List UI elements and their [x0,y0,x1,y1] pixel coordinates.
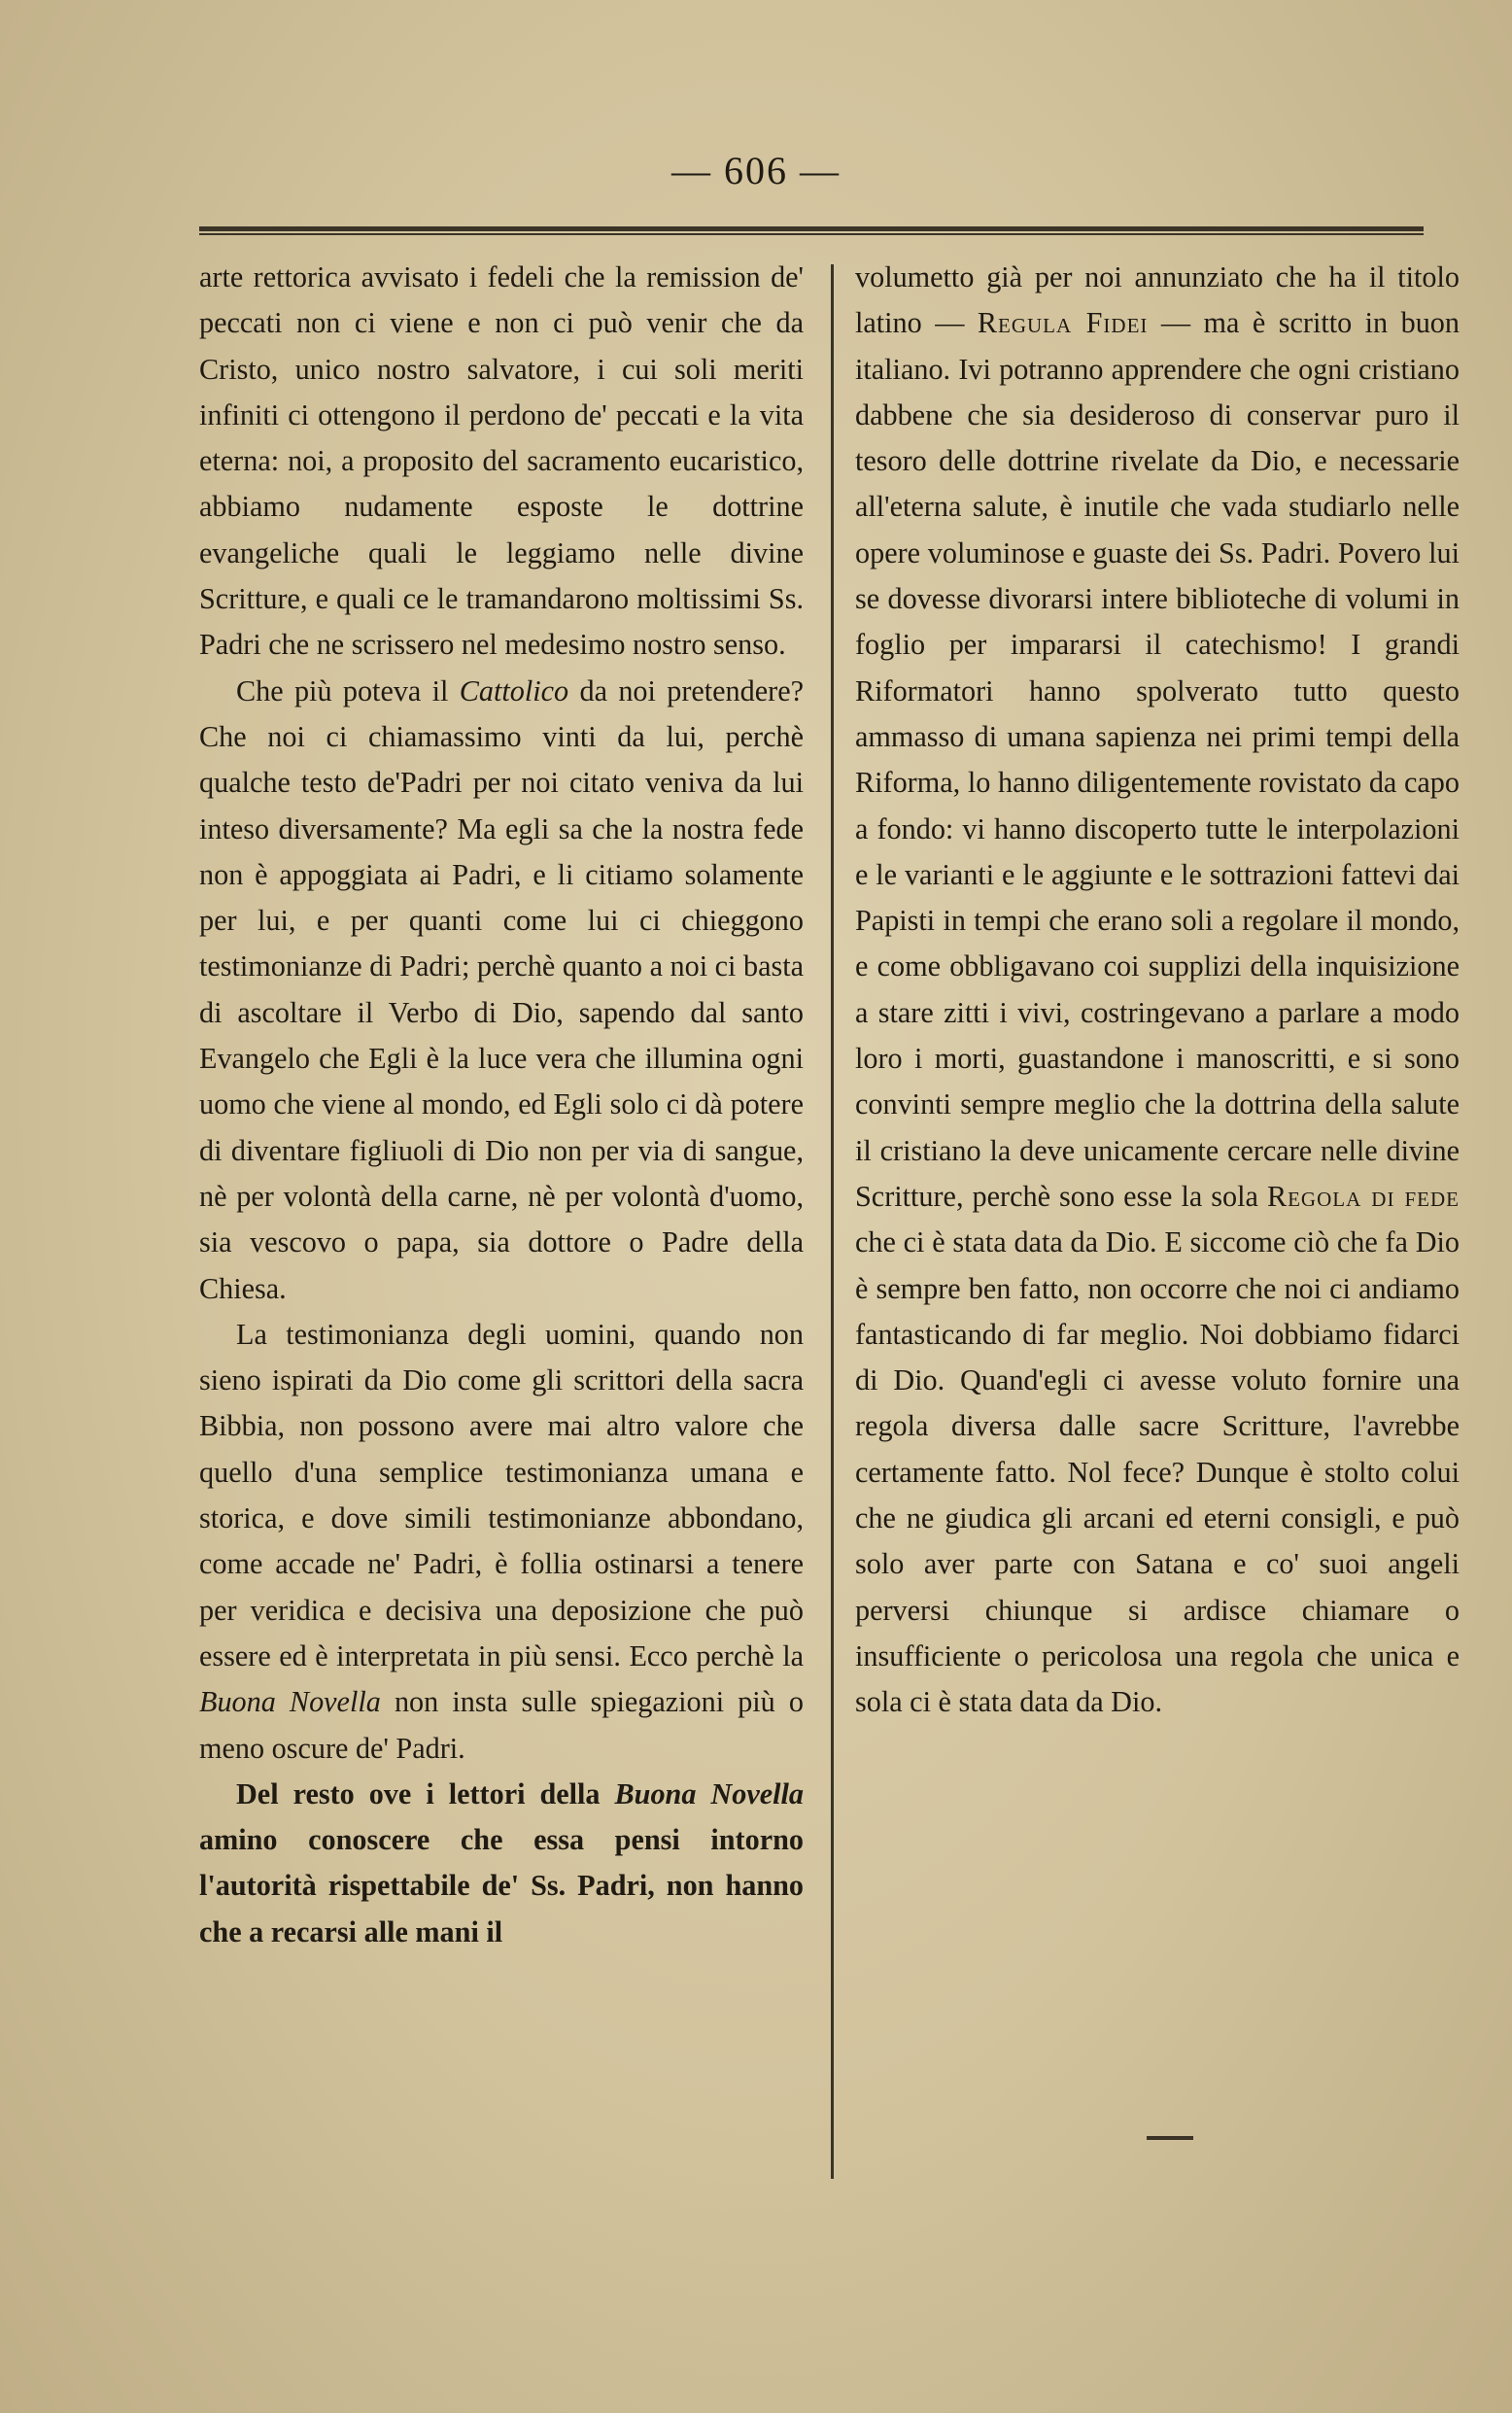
text-run: Che più poteva il [236,673,460,707]
text-run: non insta sulle spiegazioni più o meno oscure de' Padri. [199,1685,804,1765]
right-paragraph-1 [855,255,1460,1726]
small-caps-title: Regula Fidei [977,306,1149,340]
text-run: La testimonianza degli uomini, quando non sieno ispirati da Dio come gli scrittori della sacra Bibbia, non possono avere mai altro valore che quello d'una semplice testimonianza umana e storica, e dove simili testimonianze abbondano, come accade ne' Padri, è follia ostinarsi a tenere per veridica e decisiva una deposizione che può essere ed è interpretata in più sensi. Ecco perchè la [199,1317,804,1672]
text-run: da noi pretendere? Che noi ci chiamassimo vinti da lui, perchè qualche testo de'Padri per noi citato veniva da lui inteso diversamente? Ma egli sa che la nostra fede non è appoggiata ai Padri, e li citiamo solamente per lui, e per quanti come lui ci chieggono testimonianze di Padri; perchè quanto a noi ci basta di ascoltare il Verbo di Dio, sapendo dal santo Evangelo che Egli è la luce vera che illumina ogni uomo che viene al mondo, ed Egli solo ci dà potere di diventare figliuoli di Dio non per via di sangue, nè per volontà della carne, nè per volontà d'uomo, sia vescovo o papa, sia dottore o Padre della Chiesa. [199,673,804,1305]
left-column [199,255,804,1955]
text-run: volumetto già per noi annunziato che ha il titolo latino — [855,260,1460,340]
page-number: — 606 — [671,149,841,192]
column-divider [831,264,834,2179]
text-run: — ma è scritto in buon italiano. Ivi potranno apprendere che ogni cristiano dabbene che sia desideroso di conservar puro il tesoro delle dottrine rivelate da Dio, e necessarie all'eterna salute, è inutile che vada studiarlo nelle opere voluminose e guaste dei Ss. Padri. Povero lui se dovesse divorarsi intere biblioteche di volumi in foglio per impararsi il catechismo! I grandi Riformatori hanno spolverato tutto questo ammasso di umana sapienza nei primi tempi della Riforma, lo hanno diligentemente rovistato da capo a fondo: vi hanno discoperto tutte le interpolazioni e le varianti e le aggiunte e le sottrazioni fattevi dai Papisti in tempi che erano soli a regolare il mondo, e come obbligavano coi supplizi della inquisizione a stare zitti i vivi, costringevano a parlare a modo loro i morti, guastandone i manoscritti, e si sono convinti sempre meglio che la dottrina della salute il cristiano la deve unicamente cercare nelle divine Scritture, perchè sono esse la sola [855,306,1460,1213]
text-run: amino conoscere che essa pensi intorno l'autorità rispettabile de' Ss. Padri, non hanno che a recarsi alle mani il [199,1823,804,1948]
italic-title: Buona Novella [199,1685,381,1719]
italic-title: Buona Novella [614,1776,804,1810]
right-column [855,255,1460,1726]
small-caps-title: Regola di fede [1266,1179,1460,1213]
left-paragraph-2 [199,669,804,1312]
text-run: che ci è stata data da Dio. E siccome ciò che fa Dio è sempre ben fatto, non occorre che noi ci andiamo fantasticando di far meglio. Noi dobbiamo fidarci di Dio. Quand'egli ci avesse voluto fornire una regola diversa dalle sacre Scritture, l'avrebbe certamente fatto. Nol fece? Dunque è stolto colui che ne giudica gli arcani ed eterni consigli, e può solo aver parte con Satana e co' suoi angeli perversi chiunque si ardisce chiamare o insufficiente o pericolosa una regola che unica e sola ci è stata data da Dio. [855,1225,1460,1719]
left-paragraph-3 [199,1312,804,1772]
left-paragraph-1: arte rettorica avvisato i fedeli che la remission de' peccati non ci viene e non ci può venir che da Cristo, unico nostro salvatore, i cui soli meriti infiniti ci ottengono il perdono de' peccati e la vita eterna: noi, a proposito del sacramento eucaristico, abbiamo nudamente esposte le dottrine evangeliche quali le leggiamo nelle divine Scritture, e quali ce le tramandarono moltissimi Ss. Padri che ne scrissero nel medesimo nostro senso. [199,260,804,662]
header-rule [199,226,1424,235]
end-mark [1147,2136,1193,2140]
left-paragraph-4 [199,1772,804,1955]
italic-title: Cattolico [459,673,569,707]
text-run: Del resto ove i lettori della [236,1776,615,1810]
